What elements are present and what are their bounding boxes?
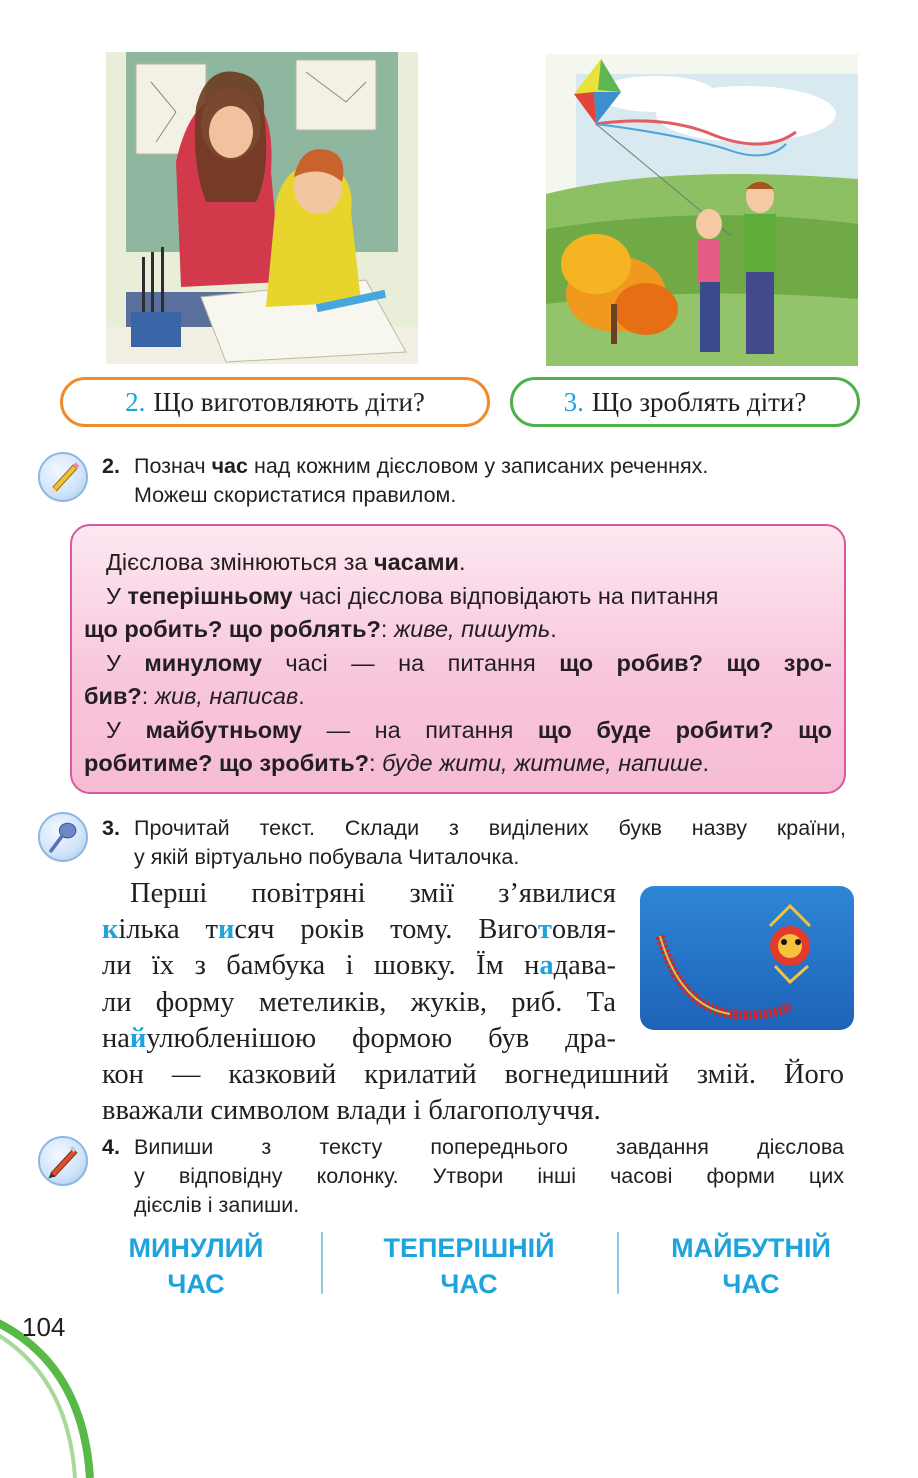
rule-line-7 xyxy=(84,747,832,781)
task-2-line-1 xyxy=(134,452,842,481)
text: . xyxy=(458,549,466,575)
task-4-line-1: Випиши з тексту попереднього завдання дієслова xyxy=(134,1135,844,1159)
text: : xyxy=(380,616,394,642)
italic-text: буде жити, житиме, напише xyxy=(382,750,703,776)
question-number: 2. xyxy=(125,386,146,417)
text: : xyxy=(141,683,155,709)
reading-text-short-lines xyxy=(102,876,616,1057)
text: У xyxy=(106,582,128,609)
task-2 xyxy=(102,452,842,510)
rule-line-2 xyxy=(84,580,832,614)
task-number: 3. xyxy=(102,816,120,840)
column-divider xyxy=(321,1232,323,1294)
bold-text: бив? xyxy=(84,683,142,709)
reading-line-3 xyxy=(102,948,616,984)
reading-line-1 xyxy=(102,876,616,912)
pen-icon xyxy=(38,1136,88,1186)
text: У xyxy=(106,649,145,676)
children-making-kite-illustration xyxy=(106,52,418,364)
bold-text: часами xyxy=(374,549,459,575)
bold-text: що робив? що зро- xyxy=(559,649,832,676)
text: : xyxy=(369,750,383,776)
rule-line-1 xyxy=(84,546,832,580)
text: . xyxy=(550,616,557,642)
italic-text: живе, пишуть xyxy=(393,616,551,642)
reading-line-4: ли форму метеликів, жуків, риб. Та xyxy=(102,986,616,1018)
reading-line-7: вважали символом влади і благополуччя. xyxy=(102,1095,601,1127)
text: овля- xyxy=(551,914,616,946)
bold-text: майбутньому xyxy=(145,716,302,743)
bold-text: робитиме? що зробить? xyxy=(84,750,370,776)
tense-word: ЧАС xyxy=(167,1269,225,1299)
column-divider xyxy=(617,1232,619,1294)
bold-text: теперішньому xyxy=(127,582,293,609)
reading-line-2 xyxy=(102,912,616,948)
tense-name: МАЙБУТНІЙ xyxy=(671,1233,831,1263)
task-4 xyxy=(102,1133,844,1220)
text: дава- xyxy=(553,950,616,982)
question-text: Що зроблять діти? xyxy=(591,386,807,417)
task-3-line-2: у якій віртуально побувала Читалочка. xyxy=(134,845,520,869)
text: часі — на питання xyxy=(261,649,560,676)
reading-line-5 xyxy=(102,1021,616,1057)
task-number: 4. xyxy=(102,1135,120,1159)
highlighted-letter: т xyxy=(537,914,552,946)
microphone-icon xyxy=(38,812,88,862)
highlighted-letter: й xyxy=(129,1022,147,1054)
highlighted-letter: к xyxy=(102,914,119,946)
text: Перші повітряні змії з’явилися xyxy=(130,878,616,909)
dragon-kite-photo xyxy=(640,886,854,1030)
text: часі дієслова відповідають на питання xyxy=(292,582,719,609)
text: — на питання xyxy=(302,716,538,743)
text: улюбленішою формою був дра- xyxy=(146,1022,616,1054)
task-4-line-3: дієслів і запиши. xyxy=(134,1193,300,1217)
text: . xyxy=(702,750,710,776)
text: ли їх з бамбука і шовку. Їм н xyxy=(102,950,540,982)
text: над кожним дієсловом у записаних реченнях. xyxy=(247,454,709,478)
tense-name: МИНУЛИЙ xyxy=(128,1233,264,1263)
task-3-line-1: Прочитай текст. Склади з виділених букв назву країни, xyxy=(134,816,846,840)
task-2-line-2: Можеш скористатися правилом. xyxy=(134,483,457,507)
bold-text: час xyxy=(211,454,248,478)
reading-line-6: кон — казковий крилатий вогнедишний змій. Його xyxy=(102,1059,844,1090)
page-number: 104 xyxy=(22,1312,66,1342)
task-number: 2. xyxy=(102,454,120,478)
grammar-rule-box xyxy=(70,524,846,794)
page-corner-arc xyxy=(0,1278,100,1478)
rule-line-5 xyxy=(84,680,832,714)
text: У xyxy=(106,716,146,743)
text: сяч років тому. Виго xyxy=(234,914,538,946)
highlighted-letter: и xyxy=(218,914,235,946)
rule-line-3 xyxy=(84,613,832,647)
tense-name: ТЕПЕРІШНІЙ xyxy=(383,1233,555,1263)
tense-header-future xyxy=(640,1230,862,1302)
question-text: Що виготовляють діти? xyxy=(153,386,425,417)
task-3 xyxy=(102,814,846,872)
italic-text: жив, написав xyxy=(154,683,299,709)
text: Познач xyxy=(134,454,212,478)
text: ілька т xyxy=(118,914,218,946)
tense-word: ЧАС xyxy=(440,1269,498,1299)
children-flying-kite-illustration xyxy=(546,54,858,366)
question-pill-what-will-do xyxy=(510,377,860,427)
tense-header-present xyxy=(350,1230,588,1302)
bold-text: що робить? що роблять? xyxy=(84,616,381,642)
rule-line-6 xyxy=(84,714,832,748)
question-pill-what-make xyxy=(60,377,490,427)
tense-word: ЧАС xyxy=(722,1269,780,1299)
reading-text-full-lines xyxy=(102,1057,844,1129)
text: на xyxy=(102,1022,130,1054)
pencil-icon xyxy=(38,452,88,502)
rule-line-4 xyxy=(84,647,832,681)
text: . xyxy=(298,683,305,709)
text: Дієслова змінюються за xyxy=(106,549,374,575)
bold-text: минулому xyxy=(144,649,262,676)
task-4-line-2: у відповідну колонку. Утвори інші часові форми цих xyxy=(134,1164,844,1188)
question-number: 3. xyxy=(563,386,584,417)
highlighted-letter: а xyxy=(539,950,554,982)
bold-text: що буде робити? що xyxy=(537,716,832,743)
tense-header-past xyxy=(92,1230,300,1302)
